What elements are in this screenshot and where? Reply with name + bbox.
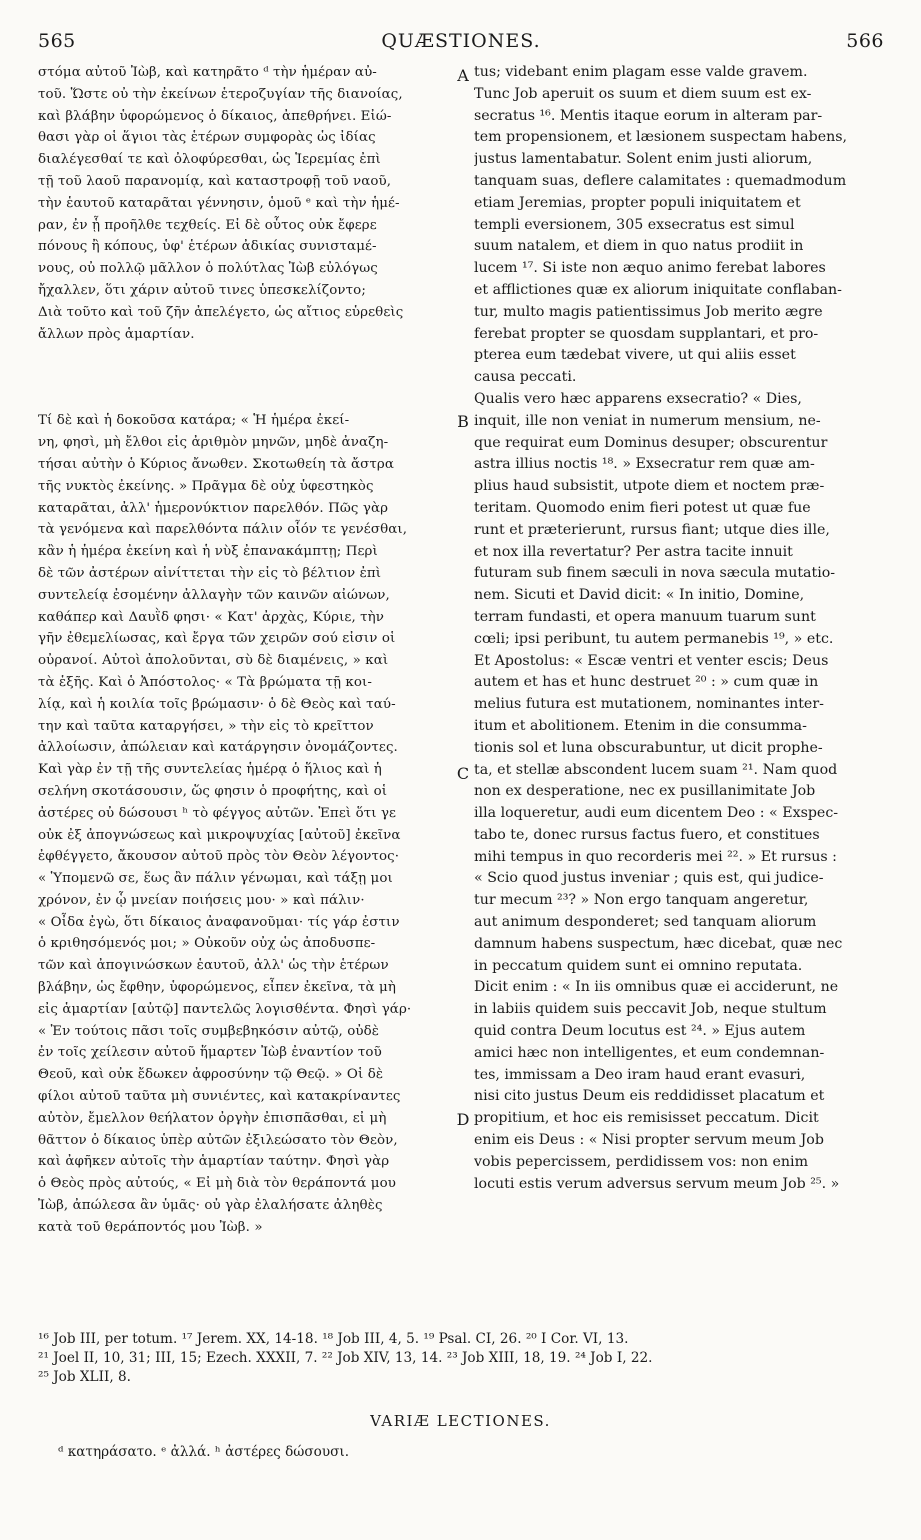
text-line: itum et abolitionem. Etenim in die consumma- [474, 717, 807, 734]
text-line: nem. Sicuti et David dicit: « In initio, Domine, [474, 587, 805, 604]
text-line: ἀστέρες οὐ δώσουσι ʰ τὸ φέγγος αὐτῶν. Ἐπεὶ ὅτι γε [38, 805, 397, 821]
text-line: terram fundasti, et opera manuum tuarum sunt [474, 608, 816, 625]
text-line: τῇ τοῦ λαοῦ παρανομίᾳ, καὶ καταστροφῇ τοῦ ναοῦ, [38, 173, 392, 189]
footnotes [38, 1330, 884, 1387]
text-line: ἀλλοίωσιν, ἀπώλειαν καὶ κατάργησιν ὀνομάζοντες. [38, 740, 398, 756]
text-line: σελήνη σκοτάσουσιν, ὥς φησιν ὁ προφήτης, καὶ οἱ [38, 783, 388, 799]
text-line: τὴν ἑαυτοῦ καταρᾶται γέννησιν, ὁμοῦ ᵉ καὶ τὴν ἡμέ- [38, 195, 400, 211]
text-line: templi eversionem, 305 exsecratus est simul [474, 216, 795, 233]
text-line: « Ἐν τούτοις πᾶσι τοῖς συμβεβηκόσιν αὐτῷ, οὐδὲ [38, 1023, 380, 1039]
text-line: enim eis Deus : « Nisi propter servum meum Job [474, 1132, 824, 1149]
text-line: τὰ γενόμενα καὶ παρελθόντα πάλιν οἷόν τε γενέσθαι, [38, 522, 408, 538]
text-line: τήσαι αὐτὴν ὁ Κύριος ἄνωθεν. Σκοτωθείη τὰ ἄστρα [38, 456, 394, 472]
text-line: γῆν ἐθεμελίωσας, καὶ ἔργα τῶν χειρῶν σού εἰσιν οἱ [38, 631, 396, 647]
text-line: etiam Jeremias, propter populi iniquitatem et [474, 194, 801, 211]
text-line: runt et præterierunt, rursus fiant; utque dies ille, [474, 521, 830, 538]
text-line: καὶ ἀφῆκεν αὐτοῖς τὴν ἁμαρτίαν ταύτην. Φησὶ γὰρ [38, 1154, 390, 1170]
text-line: mihi tempus in quo recorderis mei ²². » Et rursus : [474, 848, 837, 865]
page-number-left: 565 [38, 30, 76, 52]
text-line: συντελείᾳ ἐσομένην ἀλλαγὴν τῶν καινῶν αἰώνων, [38, 587, 390, 603]
text-line: στόμα αὐτοῦ Ἰὼβ, καὶ κατηρᾶτο ᵈ τὴν ἡμέραν αὐ- [38, 65, 377, 80]
text-line: τῆς νυκτὸς ἐκείνης. » Πρᾶγμα δὲ οὐχ ὑφεστηκὸς [38, 478, 374, 494]
text-line: aut animum desponderet; sed tanquam aliorum [474, 914, 817, 931]
text-line: tur, multo magis patientissimus Job merito ægre [474, 303, 823, 320]
text-line: que requirat eum Dominus desuper; obscurentur [474, 434, 828, 451]
text-line: damnum habens suspectum, hæc dicebat, quæ nec [474, 935, 843, 952]
text-line: « Ὑπομενῶ σε, ἕως ἂν πάλιν γένωμαι, καὶ τάξῃ μοι [38, 871, 393, 887]
text-line: « Οἶδα ἐγὼ, ὅτι δίκαιος ἀναφανοῦμαι· τίς γάρ ἐστιν [38, 914, 400, 930]
text-line: ta, et stellæ abscondent lucem suam ²¹. Nam quod [474, 761, 838, 778]
text-line: tionis sol et luna obscurabuntur, ut dicit prophe- [474, 739, 823, 756]
text-line: secratus ¹⁶. Mentis itaque eorum in alteram par- [474, 107, 823, 124]
text-line: futuram sub finem sæculi in nova sæcula mutatio- [474, 565, 836, 582]
text-line: plius haud subsistit, utpote diem et noctem præ- [474, 478, 825, 495]
text-line: nisi cito justus Deum eis reddidisset placatum et [474, 1088, 825, 1105]
text-line: καθάπερ καὶ Δαυῒδ φησι· « Κατ' ἀρχὰς, Κύριε, τὴν [38, 609, 385, 625]
text-line: causa peccati. [474, 369, 577, 386]
text-line: νη, φησὶ, μὴ ἔλθοι εἰς ἀριθμὸν μηνῶν, μηδὲ ἀναζη- [38, 435, 389, 451]
text-line: λίᾳ, καὶ ἡ κοιλία τοῖς βρώμασιν· ὁ δὲ Θεὸς καὶ ταύ- [38, 696, 396, 712]
text-line: εἰς ἁμαρτίαν [αὐτῷ] παντελῶς λογισθέντα. Φησὶ γάρ· [38, 1001, 412, 1017]
text-line: τὰ ἑξῆς. Καὶ ὁ Ἀπόστολος· « Τὰ βρώματα τῇ κοι- [38, 674, 373, 690]
text-line: Dicit enim : « In iis omnibus quæ ei acciderunt, ne [474, 979, 839, 996]
text-line: την καὶ ταῦτα καταργήσει, » τὴν εἰς τὸ κρεῖττον [38, 718, 374, 734]
text-line: « Scio quod justus inveniar ; quis est, qui judice- [474, 870, 824, 887]
text-line: τῶν καὶ ἀπογινώσκων ἑαυτοῦ, ἀλλ' ὡς τὴν ἑτέρων [38, 958, 389, 974]
text-line: autem et has et hunc destruet ²⁰ : » cum quæ in [474, 674, 819, 691]
margin-marker-c: C [456, 764, 470, 783]
paragraph-gap [38, 345, 452, 410]
page-header [38, 30, 884, 56]
margin-marker-b: B [457, 412, 469, 431]
text-line: ²⁵ Job XLII, 8. [38, 1369, 131, 1385]
text-line: non ex desperatione, nec ex pusillanimitate Job [474, 783, 816, 800]
text-line: θᾶττον ὁ δίκαιος ὑπὲρ αὐτῶν ἐξιλεώσατο τὸν Θεὸν, [38, 1132, 398, 1148]
text-line: tanquam suas, deflere calamitates : quemadmodum [474, 172, 847, 189]
text-line: justus lamentabatur. Solent enim justi aliorum, [474, 151, 813, 168]
text-line: φίλοι αὐτοῦ ταῦτα μὴ συνιέντες, καὶ κατακρίναντες [38, 1089, 401, 1105]
text-line: tem propensionem, et læsionem suspectam habens, [474, 129, 848, 146]
text-line: Ἰὼβ, ἀπώλεσα ἂν ὑμᾶς· οὐ γὰρ ἐλαλήσατε ἀληθὲς [38, 1198, 383, 1214]
text-line: οὐκ ἐξ ἀπογνώσεως καὶ μικροψυχίας [αὐτοῦ] ἐκεῖνα [38, 827, 401, 843]
text-line: tes, immissam a Deo iram haud erant evasuri, [474, 1066, 806, 1083]
text-line: τοῦ. Ὥστε οὐ τὴν ἐκείνων ἑτεροζυγίαν τῆς διανοίας, [38, 86, 403, 102]
text-line: Διὰ τοῦτο καὶ τοῦ ζῆν ἀπελέγετο, ὡς αἴτιος εὑρεθεὶς [38, 304, 404, 320]
text-line: βλάβην, ὡς ἔφθην, ὑφορώμενος, εἶπεν ἐκεῖνα, τὰ μὴ [38, 980, 396, 996]
text-line: ἐν τοῖς χείλεσιν αὐτοῦ ἥμαρτεν Ἰὼβ ἐναντίον τοῦ [38, 1045, 382, 1061]
text-line: tus; videbant enim plagam esse valde gravem. [474, 64, 808, 80]
text-line: Θεοῦ, καὶ οὐκ ἔδωκεν ἀφροσύνην τῷ Θεῷ. » Οἱ δὲ [38, 1067, 384, 1083]
text-line: νους, οὐ πολλῷ μᾶλλον ὁ πολύτλας Ἰὼβ εὐλόγως [38, 261, 378, 277]
greek-column [38, 62, 452, 1239]
variae-lectiones-text: ᵈ κατηράσατο. ᵉ ἀλλά. ʰ ἀστέρες δώσουσι. [58, 1444, 350, 1460]
text-line: inquit, ille non veniat in numerum mensium, ne- [474, 412, 821, 429]
text-line: ἤχαλλεν, ὅτι χάριν αὐτοῦ τινες ὑπεσκελίζοντο; [38, 282, 366, 298]
text-line: ²¹ Joel II, 10, 31; III, 15; Ezech. XXXII, 7. ²² Job XIV, 13, 14. ²³ Job XIII, 18, 19. ²⁴ Job I, 22. [38, 1350, 653, 1366]
text-line: tur mecum ²³? » Non ergo tanquam angeretur, [474, 892, 809, 909]
running-title: QUÆSTIONES. [381, 30, 541, 52]
text-line: teritam. Quomodo enim fieri potest ut quæ fue [474, 499, 811, 516]
text-line: Et Apostolus: « Escæ ventri et venter escis; Deus [474, 652, 829, 669]
text-line: lucem ¹⁷. Si iste non æquo animo ferebat labores [474, 260, 826, 277]
text-line: cœli; ipsi peribunt, tu autem permanebis ¹⁹, » etc. [474, 630, 834, 647]
text-line: θασι γὰρ οἱ ἅγιοι τὰς ἑτέρων συμφορὰς ὡς ἰδίας [38, 130, 376, 146]
text-line: pterea eum tædebat vivere, ut qui aliis esset [474, 347, 796, 364]
text-line: melius futura est mutationem, nominantes inter- [474, 696, 824, 713]
text-line: ἐφθέγγετο, ἄκουσον αὐτοῦ πρὸς τὸν Θεὸν λέγοντος· [38, 849, 400, 865]
text-line: ἄλλων πρὸς ἁμαρτίαν. [38, 326, 195, 342]
text-line: ραν, ἐν ᾗ προῆλθε τεχθείς. Εἰ δὲ οὗτος οὐκ ἔφερε [38, 217, 377, 233]
text-line: amici hæc non intelligentes, et eum condemnan- [474, 1044, 825, 1061]
text-line: Καὶ γὰρ ἐν τῇ τῆς συντελείας ἡμέρᾳ ὁ ἥλιος καὶ ἡ [38, 762, 382, 778]
margin-marker-d: D [456, 1110, 470, 1129]
text-line: Tunc Job aperuit os suum et diem suum est ex- [474, 85, 812, 102]
page-number-right: 566 [846, 30, 884, 52]
text-line: in peccatum quidem sunt ei omnino reputata. [474, 957, 803, 974]
text-line: κατὰ τοῦ θεράποντός μου Ἰὼβ. » [38, 1219, 263, 1235]
text-line: propitium, et hoc eis remisisset peccatum. Dicit [474, 1110, 819, 1127]
text-line: ὁ Θεὸς πρὸς αὐτούς, « Εἰ μὴ διὰ τὸν θεράποντά μου [38, 1176, 396, 1192]
text-line: Τί δὲ καὶ ἡ δοκοῦσα κατάρα; « Ἡ ἡμέρα ἐκεί- [38, 413, 350, 429]
text-line: vobis pepercissem, perdidissem vos: non enim [474, 1153, 809, 1170]
latin-column [474, 62, 890, 1195]
text-line: et afflictiones quæ ex aliorum iniquitate conflaban- [474, 281, 842, 298]
text-line: ferebat propter se quosdam supplantari, et pro- [474, 325, 819, 342]
text-line: διαλέγεσθαί τε καὶ ὀλοφύρεσθαι, ὡς Ἱερεμίας ἐπὶ [38, 152, 381, 168]
text-line: tabo te, donec rursus factus fuero, et constitues [474, 826, 820, 843]
text-line: locuti estis verum adversus servum meum Job ²⁵. » [474, 1175, 840, 1192]
text-line: χρόνον, ἐν ᾧ μνείαν ποιήσεις μου· » καὶ πάλιν· [38, 892, 365, 908]
text-line: οὐρανοί. Αὐτοὶ ἀπολοῦνται, σὺ δὲ διαμένεις, » καὶ [38, 653, 389, 669]
text-line: astra illius noctis ¹⁸. » Exsecratur rem quæ am- [474, 456, 815, 473]
text-line: καταρᾶται, ἀλλ' ἡμερονύκτιον παρελθόν. Πῶς γὰρ [38, 500, 389, 516]
text-line: Qualis vero hæc apparens exsecratio? « Dies, [474, 390, 802, 407]
text-line: quid contra Deum locutus est ²⁴. » Ejus autem [474, 1023, 806, 1040]
text-line: ὁ κριθησόμενός μοι; » Οὐκοῦν οὐχ ὡς ἀποδυσπε- [38, 936, 376, 952]
text-line: suum natalem, et diem in quo natus prodiit in [474, 238, 804, 255]
text-line: in labiis quidem suis peccavit Job, neque stultum [474, 1001, 827, 1018]
text-line: et nox illa revertatur? Per astra tacite innuit [474, 543, 793, 560]
text-line: δὲ τῶν ἀστέρων αἰνίττεται τὴν εἰς τὸ βέλτιον ἐπὶ [38, 565, 382, 581]
text-line: καὶ βλάβην ὑφορώμενος ὁ δίκαιος, ἀπεθρήνει. Εἰώ- [38, 108, 392, 124]
text-line: illa loqueretur, audi eum dicentem Deo : « Exspec- [474, 805, 839, 822]
text-line: κἂν ἡ ἡμέρα ἐκείνη καὶ ἡ νὺξ ἐπανακάμπτῃ; Περὶ [38, 544, 378, 560]
text-line: πόνους ἢ κόπους, ὑφ' ἑτέρων ἀδικίας συνισταμέ- [38, 239, 377, 255]
variae-lectiones-title: VARIÆ LECTIONES. [370, 1412, 551, 1430]
margin-marker-a: A [457, 66, 469, 85]
text-line: ¹⁶ Job III, per totum. ¹⁷ Jerem. XX, 14-18. ¹⁸ Job III, 4, 5. ¹⁹ Psal. CI, 26. ²⁰ I Cor. VI, 13. [38, 1331, 629, 1347]
text-line: αὐτὸν, ἔμελλον θεήλατον ὀργὴν ἐπισπᾶσθαι, εἰ μὴ [38, 1110, 387, 1126]
